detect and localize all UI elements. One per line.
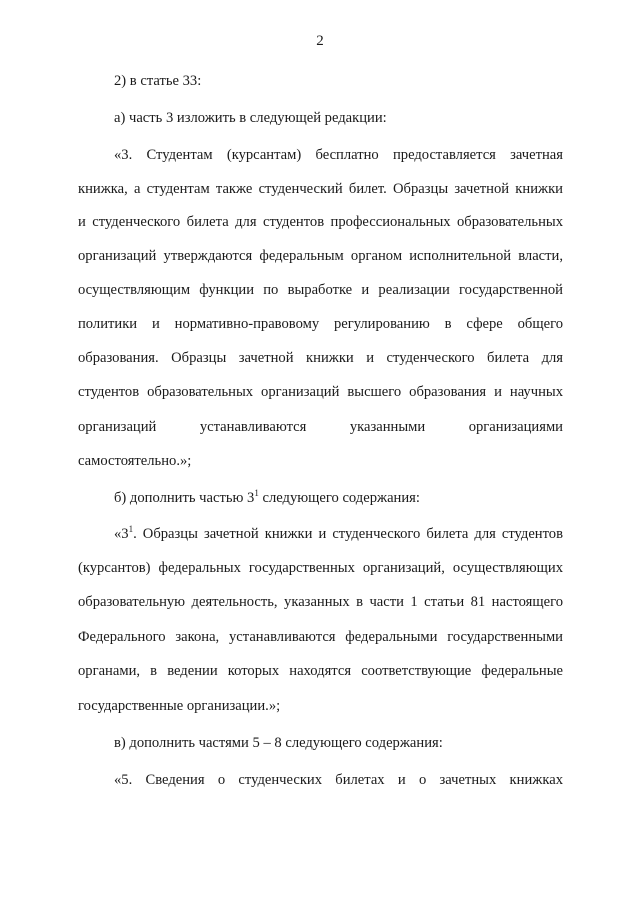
page-number: 2 — [316, 33, 324, 49]
paragraph-line: образовательную деятельность, указанных в части 1 статьи 81 настоящего — [78, 594, 563, 610]
superscript: 1 — [128, 524, 134, 534]
superscript: 1 — [254, 488, 259, 498]
paragraph-line: 2) в статье 33: — [114, 73, 202, 89]
paragraph-line: осуществляющим функции по выработке и реализации государственной — [78, 282, 563, 298]
paragraph-line — [114, 525, 563, 543]
paragraph-line: органами, в ведении которых находятся соответствующие федеральные — [78, 663, 563, 679]
paragraph-line: и студенческого билета для студентов профессиональных образовательных — [78, 214, 563, 230]
paragraph-line: «3. Студентам (курсантам) бесплатно предоставляется зачетная — [114, 147, 563, 163]
paragraph-line: государственные организации.»; — [78, 698, 281, 714]
paragraph-line: студентов образовательных организаций высшего образования и научных — [78, 384, 563, 400]
paragraph-line — [114, 489, 420, 507]
paragraph-line: самостоятельно.»; — [78, 453, 192, 469]
paragraph-line: а) часть 3 изложить в следующей редакции: — [114, 110, 387, 126]
paragraph-line: книжка, а студентам также студенческий билет. Образцы зачетной книжки — [78, 181, 563, 197]
paragraph-line: «5. Сведения о студенческих билетах и о зачетных книжках — [114, 772, 563, 788]
paragraph-line: политики и нормативно-правовому регулированию в сфере общего — [78, 316, 563, 332]
text-run: . Образцы зачетной книжки и студенческого билета для студентов — [133, 526, 563, 542]
paragraph-line: организаций утверждаются федеральным органом исполнительной власти, — [78, 248, 563, 264]
paragraph-line: (курсантов) федеральных государственных организаций, осуществляющих — [78, 560, 563, 576]
text-run: следующего содержания: — [258, 490, 420, 506]
paragraph-line: организаций устанавливаются указанными организациями — [78, 419, 563, 435]
paragraph-line: Федерального закона, устанавливаются федеральными государственными — [78, 629, 563, 645]
paragraph-line: в) дополнить частями 5 – 8 следующего содержания: — [114, 735, 443, 751]
text-run: «3 — [114, 526, 129, 542]
text-run: б) дополнить частью 3 — [114, 490, 255, 506]
paragraph-line: образования. Образцы зачетной книжки и студенческого билета для — [78, 350, 563, 366]
